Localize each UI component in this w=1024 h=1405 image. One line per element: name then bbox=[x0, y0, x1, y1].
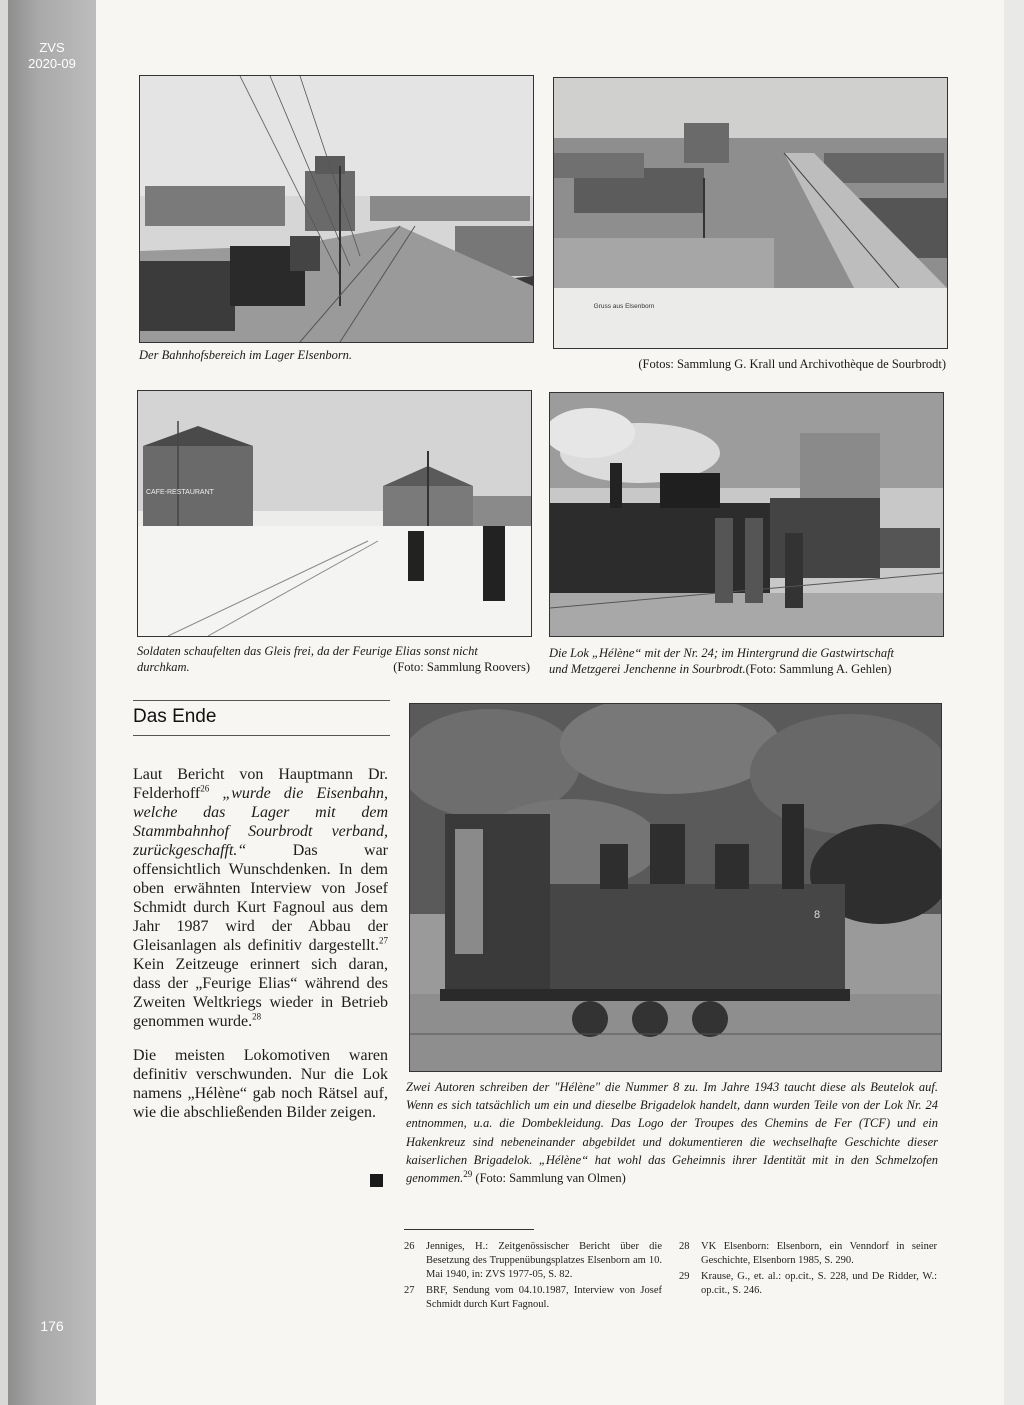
footnote-29 bbox=[679, 1270, 937, 1298]
loco-number-plate: 8 bbox=[814, 909, 821, 921]
footnote-number: 29 bbox=[679, 1271, 690, 1282]
section-rule-top bbox=[133, 700, 390, 701]
photo-soldiers-snow bbox=[137, 390, 532, 637]
section-heading: Das Ende bbox=[133, 706, 217, 727]
footnote-text: BRF, Sendung vom 04.10.1987, Interview von Josef Schmidt durch Kurt Fagnoul. bbox=[426, 1285, 662, 1310]
paragraph-2: Die meisten Lokomotiven waren definitiv verschwunden. Nur die Lok namens „Hélène“ gab noch Rätsel auf, wie die abschließenden Bilder zeigen. bbox=[133, 1047, 388, 1121]
magazine-name: ZVS bbox=[39, 40, 65, 55]
caption-loco-helene-24 bbox=[549, 645, 942, 677]
body-text bbox=[133, 765, 388, 1137]
caption-loco-line1: Die Lok „Hélène“ mit der Nr. 24; im Hintergrund die Gastwirtschaft bbox=[549, 646, 895, 660]
caption-soldiers-line2: durchkam. bbox=[137, 660, 190, 674]
footnote-27 bbox=[404, 1284, 662, 1312]
p1-text-b: Das war offensichtlich Wunschdenken. In dem oben erwähnten Interview von Josef Schmidt durch Kurt Fagnoul aus dem Jahr 1987 wird der Abbau der Gleisanlagen als definitiv dargestellt. bbox=[133, 842, 388, 954]
footnote-text: Krause, G., et. al.: op.cit., S. 228, und De Ridder, W.: op.cit., S. 246. bbox=[701, 1271, 937, 1296]
caption-loco-helene-8 bbox=[406, 1078, 938, 1187]
caption-soldiers-line1: Soldaten schaufelten das Gleis frei, da der Feurige Elias sonst nicht bbox=[137, 644, 478, 658]
fn-ref-28: 28 bbox=[252, 1011, 262, 1022]
footnote-text: Jenniges, H.: Zeitgenössischer Bericht über die Besetzung des Truppenübungsplatzes Elsenborn am 10. Mai 1940, in: ZVS 1977-05, S. 82. bbox=[426, 1241, 662, 1280]
fn-ref-29: 29 bbox=[463, 1168, 473, 1179]
footnotes-left bbox=[404, 1240, 662, 1314]
cafe-restaurant-sign: CAFE-RESTAURANT bbox=[146, 489, 214, 496]
postcard-inscription: Gruss aus Elsenborn bbox=[593, 303, 655, 310]
issue-number: 2020-09 bbox=[28, 56, 76, 71]
footnote-28 bbox=[679, 1240, 937, 1268]
footnote-number: 26 bbox=[404, 1241, 415, 1252]
caption-soldiers-snow bbox=[137, 643, 530, 675]
photo-loco-helene-8 bbox=[409, 703, 942, 1072]
footnote-text: VK Elsenborn: Elsenborn, ein Venndorf in seiner Geschichte, Elsenborn 1985, S. 290. bbox=[701, 1241, 937, 1266]
page-side-bar bbox=[8, 0, 96, 1405]
photo-postcard-elsenborn bbox=[553, 77, 948, 349]
credit-top-photos: (Fotos: Sammlung G. Krall und Archivothèque de Sourbrodt) bbox=[638, 357, 946, 371]
footnote-26 bbox=[404, 1240, 662, 1282]
footnote-rule bbox=[404, 1229, 534, 1230]
end-of-article-mark bbox=[370, 1174, 383, 1187]
photo-station-area bbox=[139, 75, 534, 343]
footnote-number: 28 bbox=[679, 1241, 690, 1252]
credit-loco-helene-24: (Foto: Sammlung A. Gehlen) bbox=[745, 662, 892, 676]
scan-edge-shadow bbox=[0, 0, 8, 1405]
scan-right-edge bbox=[1004, 0, 1024, 1405]
section-rule-bottom bbox=[133, 735, 390, 736]
page-number: 176 bbox=[40, 1318, 64, 1334]
credit-soldiers-snow: (Foto: Sammlung Roovers) bbox=[393, 660, 530, 674]
photo-loco-helene-24 bbox=[549, 392, 944, 637]
caption-loco-line2: und Metzgerei Jenchenne in Sourbrodt. bbox=[549, 662, 746, 676]
magazine-issue bbox=[8, 40, 96, 72]
footnotes-right bbox=[679, 1240, 937, 1300]
fn-ref-27: 27 bbox=[379, 935, 388, 946]
p1-text-a: Laut Bericht von Hauptmann Dr. Felderhoff bbox=[133, 766, 388, 802]
credit-helene-8: (Foto: Sammlung van Olmen) bbox=[475, 1171, 626, 1186]
caption-station-area: Der Bahnhofsbereich im Lager Elsenborn. bbox=[139, 348, 353, 362]
p1-quote: „wurde die Eisenbahn, welche das Lager mit dem Stammbahnhof Sourbrodt verband, zurückgeschafft.“ bbox=[133, 785, 388, 859]
footnote-number: 27 bbox=[404, 1285, 415, 1296]
caption-helene-8-text: Zwei Autoren schreiben der "Hélène" die Nummer 8 zu. Im Jahre 1943 taucht diese als Beutelok auf. Wenn es sich tatsächlich um ein und dieselbe Brigadelok handelt, dann wurden Teile von der Lok Nr. 24 entnommen, u.a. die Dombekleidung. Das Logo der Troupes des Chemins de Fer (TCF) und ein Hakenkreuz sind nebeneinander abgebildet und dokumentieren die wechselhafte Geschichte dieser kaiserlichen Brigadelok. „Hélène“ hat wohl das Geheimnis ihrer Identität mit in den Schmelzofen genommen. bbox=[406, 1080, 938, 1186]
p1-text-c: Kein Zeitzeuge erinnert sich daran, dass der „Feurige Elias“ während des Zweiten Weltkriegs wieder in Betrieb genommen wurde. bbox=[133, 956, 388, 1030]
fn-ref-26: 26 bbox=[200, 783, 210, 794]
paragraph-1 bbox=[133, 765, 388, 1031]
